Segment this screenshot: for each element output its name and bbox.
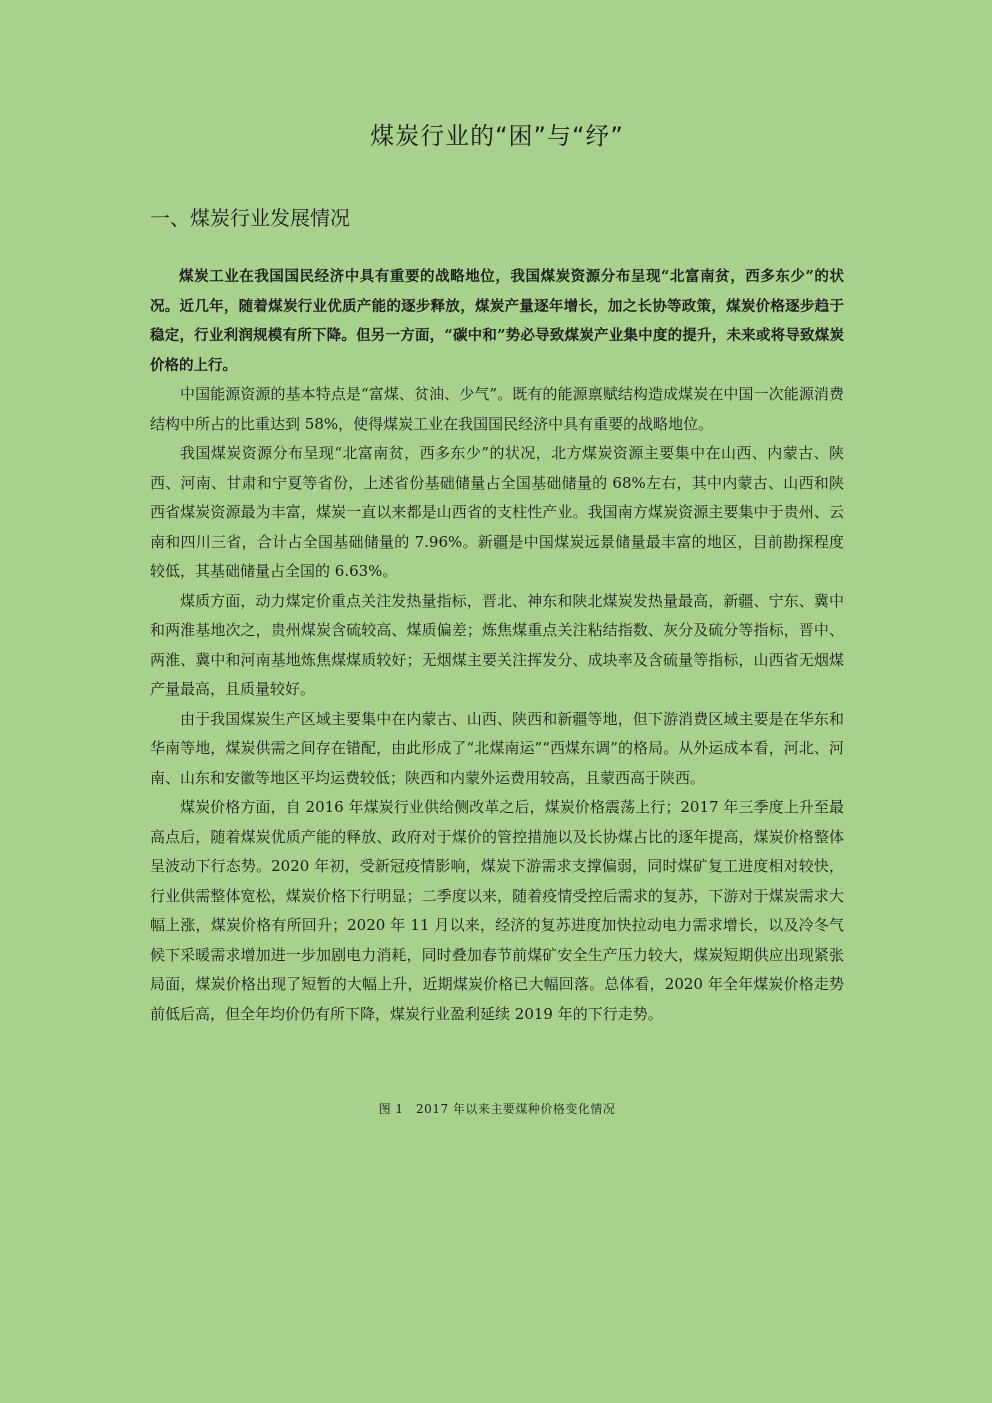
document-body	[150, 262, 844, 1029]
figure-caption: 图 1 2017 年以来主要煤种价格变化情况	[378, 1102, 616, 1116]
paragraph-energy-structure: 中国能源资源的基本特点是“富煤、贫油、少气”。既有的能源禀赋结构造成煤炭在中国一次能源消费结构中所占的比重达到 58%，使得煤炭工业在我国国民经济中具有重要的战略地位。	[150, 385, 844, 433]
lead-paragraph: 煤炭工业在我国国民经济中具有重要的战略地位，我国煤炭资源分布呈现“北富南贫，西多东少”的状况。近几年，随着煤炭行业优质产能的逐步释放，煤炭产量逐年增长，加之长协等政策，煤炭价格逐步趋于稳定，行业利润规模有所下降。但另一方面，“碳中和”势必导致煤炭产业集中度的提升，未来或将导致煤炭价格的上行。	[150, 268, 844, 374]
paragraph-coal-price: 煤炭价格方面，自 2016 年煤炭行业供给侧改革之后，煤炭价格震荡上行；2017 年三季度上升至最高点后，随着煤炭优质产能的释放、政府对于煤价的管控措施以及长协煤占比的逐年提高，煤炭价格整体呈波动下行态势。2020 年初，受新冠疫情影响，煤炭下游需求支撑偏弱，同时煤矿复工进度相对较快，行业供需整体宽松，煤炭价格下行明显；二季度以来，随着疫情受控后需求的复苏，下游对于煤炭需求大幅上涨，煤炭价格有所回升；2020 年 11 月以来，经济的复苏进度加快拉动电力需求增长，以及冷冬气候下采暖需求增加进一步加剧电力消耗，同时叠加春节前煤矿安全生产压力较大，煤炭短期供应出现紧张局面，煤炭价格出现了短暂的大幅上升，近期煤炭价格已大幅回落。总体看，2020 年全年煤炭价格走势前低后高，但全年均价仍有所下降，煤炭行业盈利延续 2019 年的下行走势。	[150, 798, 844, 1023]
paragraph-coal-quality: 煤质方面，动力煤定价重点关注发热量指标，晋北、神东和陕北煤炭发热量最高，新疆、宁东、冀中和两淮基地次之，贵州煤炭含硫较高、煤质偏差；炼焦煤重点关注粘结指数、灰分及硫分等指标，晋中、两淮、冀中和河南基地炼焦煤煤质较好；无烟煤主要关注挥发分、成块率及含硫量等指标，山西省无烟煤产量最高，且质量较好。	[150, 591, 844, 698]
paragraph-resource-distribution: 我国煤炭资源分布呈现“北富南贫，西多东少”的状况，北方煤炭资源主要集中在山西、内蒙古、陕西、河南、甘肃和宁夏等省份，上述省份基础储量占全国基础储量的 68%左右，其中内蒙古、山西和陕西省煤炭资源最为丰富，煤炭一直以来都是山西省的支柱性产业。我国南方煤炭资源主要集中于贵州、云南和四川三省，合计占全国基础储量的 7.96%。新疆是中国煤炭远景储量最丰富的地区，目前勘探程度较低，其基础储量占全国的 6.63%。	[150, 444, 844, 580]
paragraph-transport: 由于我国煤炭生产区域主要集中在内蒙古、山西、陕西和新疆等地，但下游消费区域主要是在华东和华南等地，煤炭供需之间存在错配，由此形成了“北煤南运”“西煤东调”的格局。从外运成本看，河北、河南、山东和安徽等地区平均运费较低；陕西和内蒙外运费用较高，且蒙西高于陕西。	[150, 709, 844, 787]
document-title: 煤炭行业的“困”与“纾”	[370, 122, 624, 150]
section-heading: 一、煤炭行业发展情况	[150, 206, 350, 230]
